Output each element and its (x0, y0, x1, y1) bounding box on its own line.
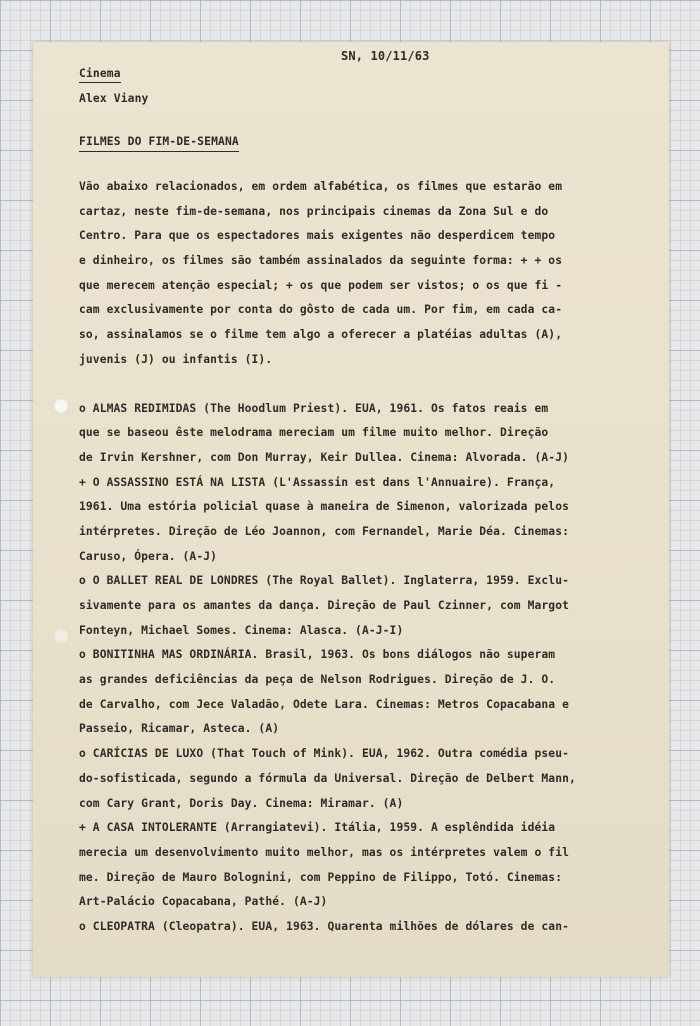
text-line: o BONITINHA MAS ORDINÁRIA. Brasil, 1963. Os bons diálogos não superam (79, 648, 556, 662)
text-line: juvenis (J) ou infantis (I). (79, 352, 273, 366)
text-line: me. Direção de Mauro Bolognini, com Peppino de Filippo, Totó. Cinemas: (79, 870, 563, 884)
text-line: e dinheiro, os filmes são também assinalados da seguinte forma: + + os (79, 254, 563, 268)
text-line: merecia um desenvolvimento muito melhor, mas os intérpretes valem o fil (79, 845, 569, 859)
dateline: SN, 10/11/63 (341, 49, 430, 63)
author-name: Alex Viany (79, 92, 149, 105)
text-line: cam exclusivamente por conta do gôsto de cada um. Por fim, em cada ca- (79, 303, 563, 317)
blank-line (79, 373, 576, 397)
text-line: Passeio, Ricamar, Asteca. (A) (79, 722, 280, 736)
text-line: que se baseou êste melodrama mereciam um filme muito melhor. Direção (79, 426, 549, 440)
punch-hole (53, 628, 69, 644)
page-title-text: FILMES DO FIM-DE-SEMANA (79, 135, 239, 152)
text-line: so, assinalamos se o filme tem algo a oferecer a platéias adultas (A), (79, 328, 563, 342)
text-line: intérpretes. Direção de Léo Joannon, com Fernandel, Marie Déa. Cinemas: (79, 524, 569, 538)
text-line: Vão abaixo relacionados, em ordem alfabética, os filmes que estarão em (79, 180, 563, 193)
text-line: o ALMAS REDIMIDAS (The Hoodlum Priest). EUA, 1961. Os fatos reais em (79, 401, 549, 415)
text-line: que merecem atenção especial; + os que podem ser vistos; o os que fi - (79, 278, 563, 292)
text-line: + A CASA INTOLERANTE (Arrangiatevi). Itália, 1959. A esplêndida idéia (79, 821, 556, 835)
section-label (79, 67, 121, 83)
text-line: o CLEOPATRA (Cleopatra). EUA, 1963. Quarenta milhões de dólares de can- (79, 919, 569, 933)
text-line: de Carvalho, com Jece Valadão, Odete Lara. Cinemas: Metros Copacabana e (79, 697, 569, 711)
page-title (79, 135, 239, 152)
text-line: de Irvin Kershner, com Don Murray, Keir Dullea. Cinema: Alvorada. (A-J) (79, 450, 569, 464)
text-line: sivamente para os amantes da dança. Direção de Paul Czinner, com Margot (79, 599, 569, 612)
typewritten-page (33, 42, 669, 977)
text-line: Caruso, Ópera. (A-J) (79, 549, 218, 563)
text-line: Art-Palácio Copacabana, Pathé. (A-J) (79, 895, 328, 909)
article-body (79, 175, 576, 940)
section-label-text: Cinema (79, 67, 121, 83)
punch-hole (53, 398, 69, 414)
text-line: Centro. Para que os espectadores mais exigentes não desperdicem tempo (79, 229, 556, 243)
text-line: as grandes deficiências da peça de Nelson Rodrigues. Direção de J. O. (79, 673, 556, 687)
text-line: + O ASSASSINO ESTÁ NA LISTA (L'Assassin est dans l'Annuaire). França, (79, 475, 556, 489)
text-line: 1961. Uma estória policial quase à maneira de Simenon, valorizada pelos (79, 500, 569, 514)
text-line: Fonteyn, Michael Somes. Cinema: Alasca. (A-J-I) (79, 623, 404, 637)
text-line: com Cary Grant, Doris Day. Cinema: Miramar. (A) (79, 796, 404, 810)
text-line: do-sofisticada, segundo a fórmula da Universal. Direção de Delbert Mann, (79, 771, 576, 785)
text-line: o O BALLET REAL DE LONDRES (The Royal Ballet). Inglaterra, 1959. Exclu- (79, 574, 569, 588)
text-line: cartaz, neste fim-de-semana, nos principais cinemas da Zona Sul e do (79, 204, 549, 218)
text-line: o CARÍCIAS DE LUXO (That Touch of Mink). EUA, 1962. Outra comédia pseu- (79, 747, 569, 761)
